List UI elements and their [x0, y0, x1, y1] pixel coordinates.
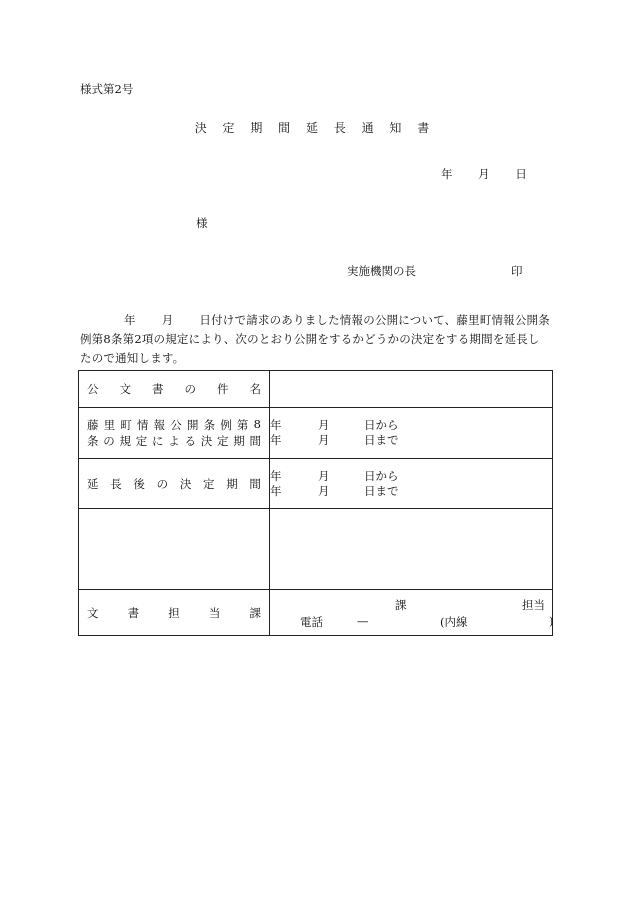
extended-period-label	[79, 459, 270, 509]
label-char: 延	[87, 476, 99, 491]
label-char: 当	[208, 605, 221, 620]
label-char: に	[152, 434, 164, 448]
label-char: 条	[203, 418, 216, 432]
label-char: 情	[136, 418, 149, 432]
label-char: 決	[200, 434, 213, 448]
label-char: る	[184, 434, 196, 448]
table-row-document-name	[79, 371, 553, 408]
label-char: の	[156, 476, 169, 491]
label-char: 件	[217, 382, 229, 396]
label-char: 開	[186, 418, 199, 432]
label-char: 公	[170, 418, 182, 432]
issuer-title: 実施機関の長	[347, 264, 416, 278]
phone-dash: —	[357, 614, 369, 628]
document-name-value	[270, 371, 553, 408]
label-char: よ	[168, 434, 180, 448]
label-char: 書	[127, 605, 140, 620]
table-row-department	[79, 590, 553, 636]
department-label	[79, 590, 270, 636]
label-char: 期	[233, 434, 245, 448]
label-char: 期	[226, 476, 238, 491]
department-value	[270, 590, 553, 636]
label-char: 名	[249, 382, 261, 396]
table-row-decision-period	[79, 408, 553, 459]
label-char: 第	[236, 418, 249, 432]
date-year: 年	[441, 167, 453, 181]
label-char: 条	[87, 434, 99, 448]
section-suffix: 課	[395, 598, 407, 612]
phone-label: 電話	[300, 615, 323, 629]
label-char: の	[184, 382, 196, 396]
date-month: 月	[478, 167, 490, 181]
extension-open: (内線	[440, 615, 468, 629]
label-char: 課	[249, 605, 261, 620]
blank-label-cell	[79, 509, 270, 590]
body-year: 年	[124, 313, 136, 327]
label-char: 公	[87, 382, 99, 396]
seal-mark: 印	[511, 264, 523, 278]
body-month: 月	[161, 313, 174, 327]
label-char: 定	[203, 476, 215, 491]
blank-value-cell	[270, 509, 553, 590]
document-name-label	[79, 371, 270, 408]
label-char: 里	[103, 418, 116, 432]
extended-period-value: 年 月 日から 年 月 日まで	[270, 459, 553, 509]
decision-period-label	[79, 408, 270, 459]
form-number: 様式第2号	[80, 82, 134, 96]
decision-period-value: 年 月 日から 年 月 日まで	[270, 408, 553, 459]
label-char: 後	[133, 476, 145, 491]
label-char: 規	[119, 434, 131, 448]
label-char: 間	[249, 476, 261, 491]
label-char: 書	[152, 382, 164, 396]
label-char: 文	[119, 382, 131, 396]
label-char: 長	[110, 476, 122, 491]
in-charge-label: 担当	[522, 598, 545, 612]
label-char: 担	[168, 605, 180, 620]
label-char: 町	[120, 418, 132, 432]
date-day: 日	[515, 167, 527, 181]
label-char: 間	[249, 434, 261, 448]
extension-close: )	[549, 614, 554, 628]
label-char: 文	[87, 605, 99, 620]
label-char: 藤	[87, 418, 99, 432]
notice-table	[78, 370, 553, 636]
label-char: 例	[220, 418, 232, 432]
table-row-extended-period	[79, 459, 553, 509]
label-char: 8	[253, 417, 261, 431]
label-char: 定	[135, 434, 148, 448]
recipient-suffix: 様	[196, 216, 208, 230]
label-char: 報	[153, 418, 166, 432]
body-text	[80, 311, 550, 368]
label-char: 定	[217, 434, 229, 448]
label-char: 決	[179, 476, 192, 491]
table-row-blank	[79, 509, 553, 590]
body-paragraph: 日付けで請求のありました情報の公開について、藤里町情報公開条例第8条第2項の規定により、次のとおり公開をするかどうかの決定をする期間を延長したので通知します。	[80, 313, 550, 365]
label-char: の	[103, 434, 115, 448]
document-title: 決 定 期 間 延 長 通 知 書	[194, 121, 436, 135]
date-line	[441, 166, 527, 182]
